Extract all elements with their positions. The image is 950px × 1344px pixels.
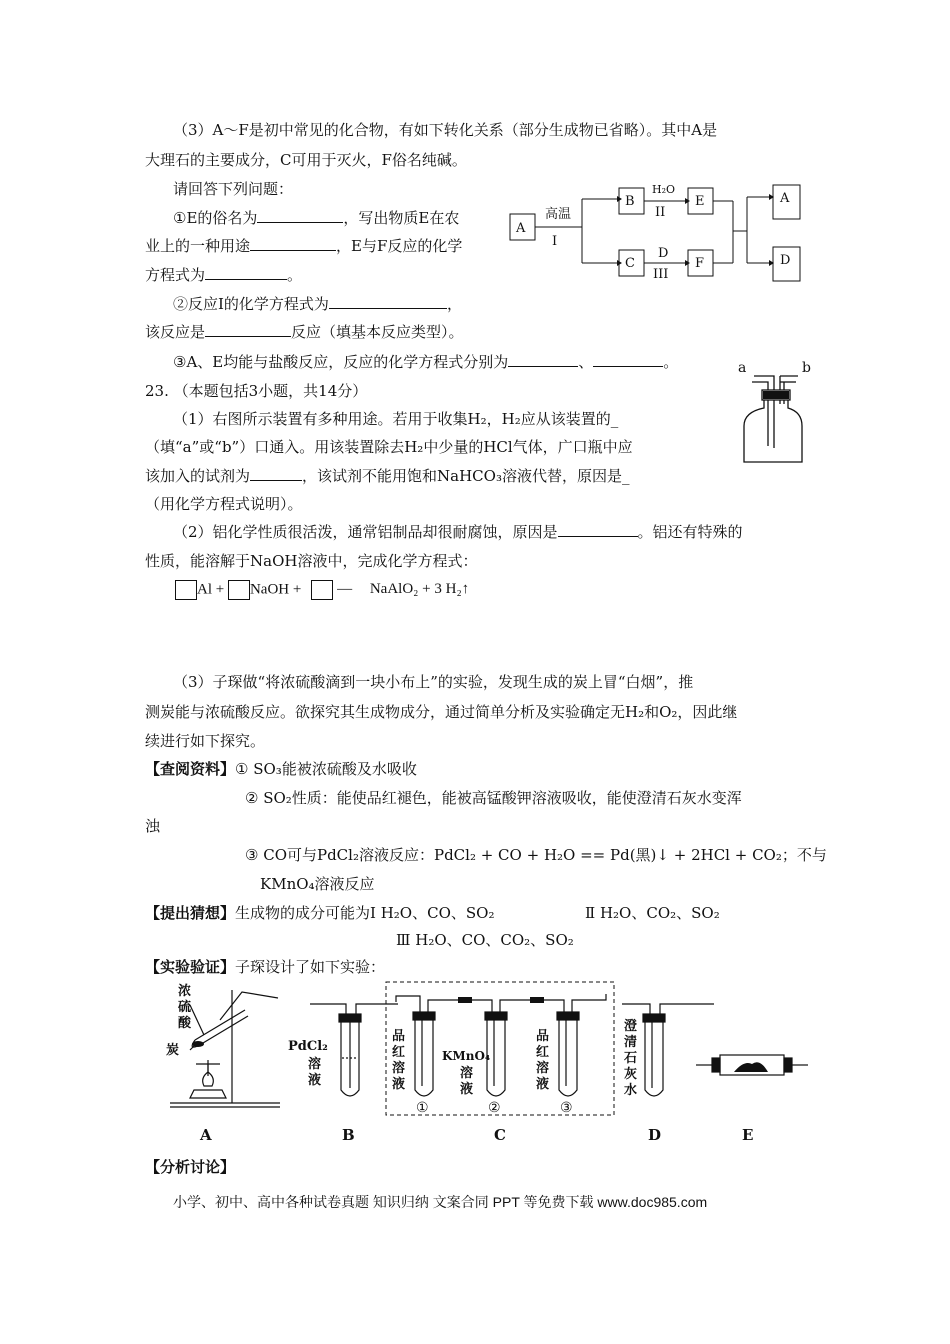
q3-intro-line1: （3）A～F是初中常见的化合物，有如下转化关系（部分生成物已省略）。其中A是 — [173, 121, 718, 139]
hypothesis-line1 — [145, 901, 494, 925]
info-label: 【查阅资料】 — [145, 760, 236, 778]
label-f: F — [695, 256, 705, 271]
q23-p1-line4: （用化学方程式说明）。 — [145, 495, 303, 513]
answer-blank[interactable] — [250, 464, 302, 481]
eq-naoh: NaOH + — [249, 581, 302, 598]
answer-blank[interactable] — [329, 292, 447, 309]
cond-water: H₂O — [652, 183, 676, 196]
discussion-label: 【分析讨论】 — [145, 1158, 236, 1176]
pinhong-1-char2: 红 — [392, 1045, 406, 1060]
hypothesis-label: 【提出猜想】 — [145, 904, 236, 922]
q23-p3-line2: 测炭能与浓硫酸反应。欲探究其生成物成分，通过简单分析及实验确定无H₂和O₂，因此继 — [145, 703, 738, 721]
label-b: B — [625, 194, 635, 209]
label-apparatus-a: A — [200, 1126, 212, 1144]
q23-heading: 23. （本题包括3小题，共14分） — [145, 382, 368, 400]
gas-bottle-diagram — [732, 356, 818, 468]
footer: 小学、初中、高中各种试卷真题 知识归纳 文案合同 PPT 等免费下载 www.doc985.com — [173, 1194, 708, 1210]
pinhong-1-char1: 品 — [392, 1029, 406, 1044]
q23-p1-line2: （填“a”或“b”）口通入。用该装置除去H₂中少量的HCl气体，广口瓶中应 — [145, 438, 633, 456]
q23-p1-line3 — [145, 464, 629, 488]
info-2b: 浊 — [145, 817, 161, 835]
acid-label-3: 酸 — [178, 1016, 192, 1031]
label-apparatus-b: B — [342, 1126, 355, 1144]
pinhong-3-char2: 红 — [536, 1045, 550, 1060]
q23-p3-line1: （3）子琛做“将浓硫酸滴到一块小布上”的实验，发现生成的炭上冒“白烟”，推 — [173, 673, 694, 691]
q23-p1-line1: （1）右图所示装置有多种用途。若用于收集H₂，H₂应从该装置的_ — [173, 410, 619, 428]
limewater-char2: 清 — [624, 1035, 638, 1050]
q23-p3-line3: 续进行如下探究。 — [145, 732, 266, 750]
experiment-line — [145, 955, 385, 979]
answer-blank[interactable] — [257, 206, 343, 223]
q23-p2-a: （2）铝化学性质很活泼，通常铝制品却很耐腐蚀，原因是 — [173, 523, 558, 541]
eq-al: Al + — [197, 581, 225, 598]
kmno4-label: KMnO₄ — [442, 1049, 491, 1063]
pdcl2-label: PdCl₂ — [288, 1039, 328, 1054]
hypothesis-2: Ⅱ H₂O、CO₂、SO₂ — [585, 904, 720, 922]
port-b-label: b — [802, 360, 811, 376]
q3-sub2-line2 — [145, 320, 464, 344]
limewater-char1: 澄 — [624, 1019, 638, 1034]
q3-sub1-f: 。 — [287, 266, 303, 284]
reaction-2-label: II — [655, 205, 666, 220]
q23-p2-b: 。铝还有特殊的 — [637, 523, 743, 541]
eq-arrow: — — [337, 581, 353, 598]
kmno4-char2: 溶 — [460, 1066, 474, 1081]
pdcl2-label-3: 液 — [308, 1073, 322, 1088]
pinhong-3-char1: 品 — [536, 1029, 550, 1044]
label-e: E — [695, 194, 705, 209]
q3-sub1-d: ，E与F反应的化学 — [336, 237, 463, 255]
q3-sub2-c: 该反应是 — [145, 323, 206, 341]
q3-sub3-a: ③A、E均能与盐酸反应，反应的化学方程式分别为 — [173, 353, 509, 371]
answer-blank[interactable] — [593, 350, 663, 367]
hypothesis-1: 生成物的成分可能为Ⅰ H₂O、CO、SO₂ — [235, 904, 495, 922]
hypothesis-3: Ⅲ H₂O、CO、CO₂、SO₂ — [396, 931, 574, 949]
label-d-result: D — [780, 253, 791, 268]
info-1: ① SO₃能被浓硫酸及水吸收 — [235, 760, 417, 778]
q3-intro-line2: 大理石的主要成分，C可用于灭火，F俗名纯碱。 — [145, 151, 467, 169]
apparatus-diagram — [160, 980, 820, 1145]
limewater-char5: 水 — [624, 1083, 638, 1098]
q3-sub1-line1 — [173, 206, 459, 230]
q3-sub3-b: 、 — [578, 353, 594, 371]
q3-sub1-a: ①E的俗名为 — [173, 209, 258, 227]
label-a-result: A — [780, 191, 790, 206]
info-3b: KMnO₄溶液反应 — [260, 875, 375, 893]
q3-sub3-c: 。 — [663, 353, 679, 371]
cond-d: D — [658, 246, 669, 261]
experiment-intro: 子琛设计了如下实验： — [235, 958, 386, 976]
coef-box[interactable] — [311, 580, 333, 600]
reagent-powder — [734, 1062, 768, 1072]
label-apparatus-d: D — [648, 1126, 662, 1144]
q3-sub1-line2 — [145, 234, 462, 258]
kmno4-char3: 液 — [460, 1082, 474, 1097]
label-c: C — [625, 256, 635, 271]
q3-sub2-b: ， — [446, 295, 462, 313]
coef-box[interactable] — [228, 580, 250, 600]
q23-p2-line1 — [173, 520, 743, 544]
q3-sub2-a: ②反应Ⅰ的化学方程式为 — [173, 295, 329, 313]
pdcl2-label-2: 溶 — [308, 1057, 322, 1072]
pinhong-3-char4: 液 — [536, 1077, 550, 1092]
q23-p1-d: ，该试剂不能用饱和NaHCO₃溶液代替，原因是_ — [302, 467, 630, 485]
tube-number-2: ② — [488, 1100, 501, 1116]
limewater-char3: 石 — [624, 1051, 638, 1066]
answer-blank[interactable] — [250, 234, 336, 251]
q23-p2-line2: 性质，能溶解于NaOH溶液中，完成化学方程式： — [145, 552, 478, 570]
label-apparatus-c: C — [494, 1126, 506, 1144]
answer-blank[interactable] — [205, 320, 291, 337]
label-a: A — [516, 221, 526, 236]
q3-sub1-e: 方程式为 — [145, 266, 206, 284]
reaction-1-label: I — [552, 234, 558, 249]
pinhong-3-char3: 溶 — [536, 1061, 550, 1076]
eq-products: NaAlO₂ + 3 H₂↑ — [369, 581, 470, 598]
cond-high-temp: 高温 — [545, 207, 572, 222]
acid-label-1: 浓 — [178, 984, 192, 999]
pinhong-1-char4: 液 — [392, 1077, 406, 1092]
acid-label-2: 硫 — [178, 1000, 192, 1015]
aluminium-equation — [175, 580, 469, 600]
apparatus-c — [396, 994, 606, 1096]
answer-blank[interactable] — [205, 263, 287, 280]
q3-sub3 — [173, 350, 678, 374]
q3-sub2-d: 反应（填基本反应类型）。 — [291, 323, 464, 341]
pinhong-1-char3: 溶 — [392, 1061, 406, 1076]
carbon-label: 炭 — [166, 1043, 180, 1058]
answer-blank[interactable] — [558, 520, 638, 537]
q3-ask: 请回答下列问题： — [173, 180, 294, 198]
info-3a: ③ CO可与PdCl₂溶液反应：PdCl₂ + CO + H₂O == Pd(黑)↓ + 2HCl + CO₂；不与 — [245, 846, 827, 864]
q3-sub2-line1 — [173, 292, 462, 316]
limewater-char4: 灰 — [624, 1067, 638, 1082]
q23-p1-c: 该加入的试剂为 — [145, 467, 251, 485]
carbon-sample — [192, 1041, 204, 1047]
q3-sub1-line3 — [145, 263, 302, 287]
q3-sub1-c: 业上的一种用途 — [145, 237, 251, 255]
reaction-3-label: III — [653, 267, 669, 282]
tube-number-1: ① — [416, 1100, 429, 1116]
experiment-label: 【实验验证】 — [145, 958, 236, 976]
tube-number-3: ③ — [560, 1100, 573, 1116]
conversion-flow-diagram — [505, 175, 810, 290]
info-line1 — [145, 757, 417, 781]
coef-box[interactable] — [175, 580, 197, 600]
q3-sub1-b: ，写出物质E在农 — [343, 209, 460, 227]
label-apparatus-e: E — [742, 1126, 754, 1144]
answer-blank[interactable] — [508, 350, 578, 367]
info-2a: ② SO₂性质：能使品红褪色，能被高锰酸钾溶液吸收，能使澄清石灰水变浑 — [245, 789, 742, 807]
port-a-label: a — [738, 360, 747, 376]
